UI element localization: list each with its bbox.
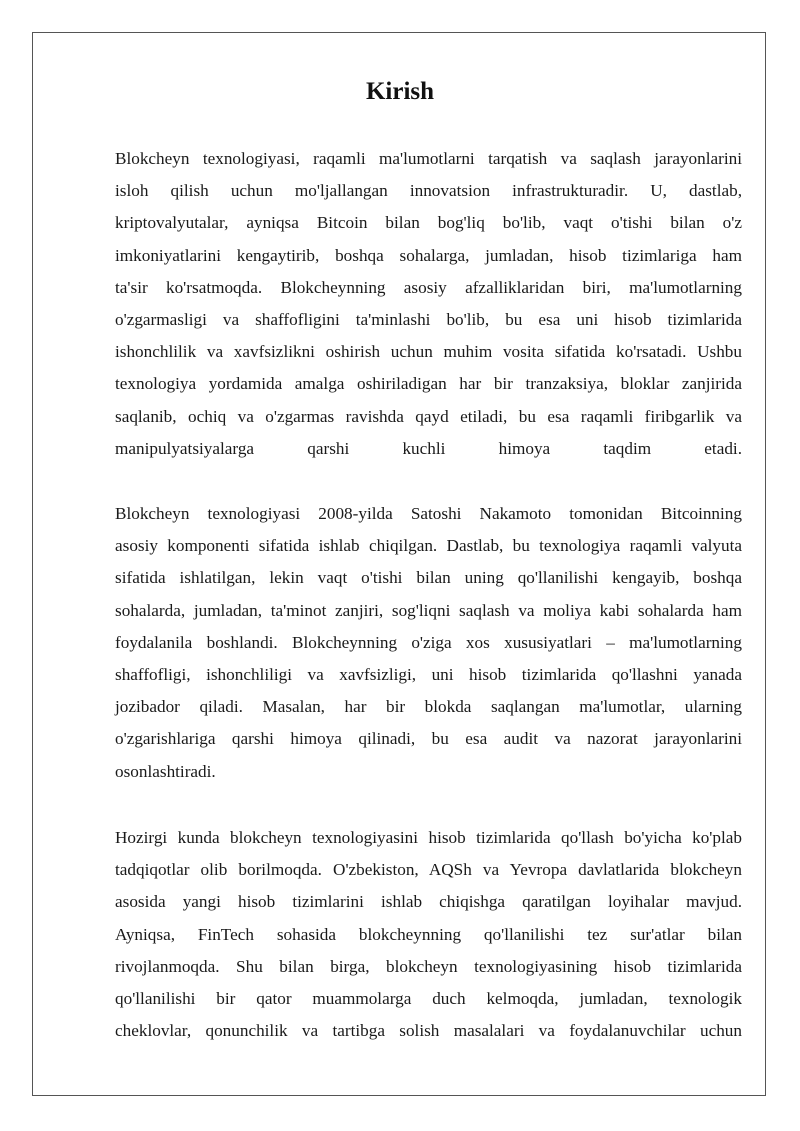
paragraph-line: asosiy komponenti sifatida ishlab chiqilgan. Dastlab, bu texnologiya raqamli valyuta [115, 536, 742, 556]
paragraph-line: sifatida ishlatilgan, lekin vaqt o'tishi bilan uning qo'llanilishi kengayib, boshqa [115, 568, 742, 588]
paragraph-1 [115, 143, 742, 465]
paragraph-line: cheklovlar, qonunchilik va tartibga solish masalalari va foydalanuvchilar uchun [115, 1021, 742, 1041]
paragraph-line: rivojlanmoqda. Shu bilan birga, blokcheyn texnologiyasining hisob tizimlarida [115, 956, 742, 976]
paragraph-line: manipulyatsiyalarga qarshi kuchli himoya taqdim etadi. [115, 438, 742, 458]
page-title: Kirish [365, 78, 435, 105]
paragraph-line: o'zgarishlariga qarshi himoya qilinadi, bu esa audit va nazorat jarayonlarini [115, 729, 742, 749]
paragraph-3 [115, 822, 742, 1047]
paragraph-line: Ayniqsa, FinTech sohasida blokcheynning qo'llanilishi tez sur'atlar bilan [115, 924, 742, 944]
paragraph-line: asosida yangi hisob tizimlarini ishlab chiqishga qaratilgan loyihalar mavjud. [115, 892, 742, 912]
paragraph-line: Hozirgi kunda blokcheyn texnologiyasini hisob tizimlarida qo'llash bo'yicha ko'plab [115, 828, 742, 847]
paragraph-line: jozibador qiladi. Masalan, har bir blokda saqlangan ma'lumotlar, ularning [115, 697, 742, 717]
paragraph-line: Blokcheyn texnologiyasi 2008-yilda Satoshi Nakamoto tomonidan Bitcoinning [115, 504, 742, 523]
paragraph-line: osonlashtiradi. [115, 761, 216, 781]
paragraph-line: shaffofligi, ishonchliligi va xavfsizligi, uni hisob tizimlarida qo'llashni yanada [115, 665, 742, 685]
paragraph-line: qo'llanilishi bir qator muammolarga duch kelmoqda, jumladan, texnologik [115, 989, 742, 1009]
paragraph-line: texnologiya yordamida amalga oshiriladigan har bir tranzaksiya, bloklar zanjirida [115, 374, 742, 394]
paragraph-line: ishonchlilik va xavfsizlikni oshirish uchun muhim vosita sifatida ko'rsatadi. Ushbu [115, 342, 742, 362]
paragraph-line: sohalarda, jumladan, ta'minot zanjiri, sog'liqni saqlash va moliya kabi sohalarda ham [115, 600, 742, 620]
paragraph-line: kriptovalyutalar, ayniqsa Bitcoin bilan bog'liq bo'lib, vaqt o'tishi bilan o'z [115, 213, 742, 233]
paragraph-line: tadqiqotlar olib borilmoqda. O'zbekiston, AQSh va Yevropa davlatlarida blokcheyn [115, 860, 742, 880]
paragraph-line: ta'sir ko'rsatmoqda. Blokcheynning asosiy afzalliklaridan biri, ma'lumotlarning [115, 277, 742, 297]
paragraph-line: isloh qilish uchun mo'ljallangan innovatsion infrastrukturadir. U, dastlab, [115, 181, 742, 201]
paragraph-line: imkoniyatlarini kengaytirib, boshqa sohalarga, jumladan, hisob tizimlariga ham [115, 245, 742, 265]
paragraph-line: o'zgarmasligi va shaffofligini ta'minlashi bo'lib, bu esa uni hisob tizimlarida [115, 310, 742, 330]
paragraph-line: Blokcheyn texnologiyasi, raqamli ma'lumotlarni tarqatish va saqlash jarayonlarini [115, 149, 742, 168]
paragraph-line: foydalanila boshlandi. Blokcheynning o'ziga xos xususiyatlari – ma'lumotlarning [115, 632, 742, 652]
paragraph-line: saqlanib, ochiq va o'zgarmas ravishda qayd etiladi, bu esa raqamli firibgarlik va [115, 406, 742, 426]
paragraph-2 [115, 498, 742, 788]
